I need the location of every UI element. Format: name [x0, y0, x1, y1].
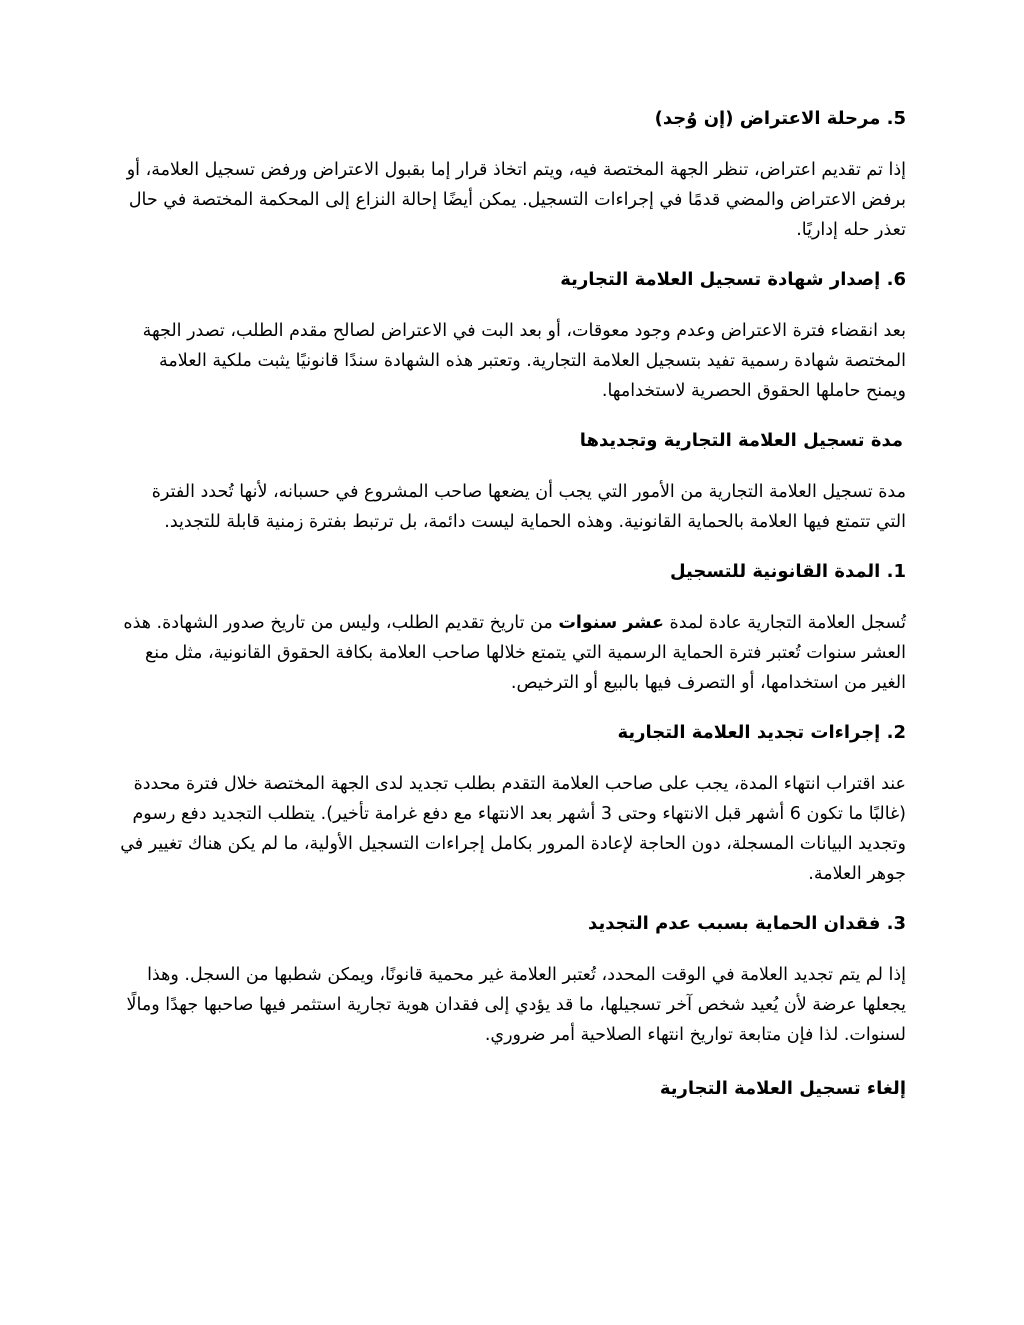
section-objection-stage	[120, 104, 906, 245]
section-heading: 1. المدة القانونية للتسجيل	[669, 561, 906, 582]
section-legal-period	[120, 557, 906, 698]
section-registration-duration	[120, 426, 906, 537]
section-paragraph: بعد انقضاء فترة الاعتراض وعدم وجود معوقات، أو بعد البت في الاعتراض لصالح مقدم الطلب، تصدر الجهة المختصة شهادة رسمية تفيد بتسجيل العلامة التجارية. وتعتبر هذه الشهادة سندًا قانونيًا يثبت ملكية العلامة ويمنح حاملها الحقوق الحصرية لاستخدامها.	[142, 321, 906, 401]
section-renewal-procedures	[120, 718, 906, 889]
section-cancellation	[120, 1074, 906, 1104]
paragraph-text: تُسجل العلامة التجارية عادة لمدة	[663, 613, 906, 633]
section-loss-of-protection	[120, 909, 906, 1050]
section-paragraph	[120, 608, 906, 698]
section-heading: 2. إجراءات تجديد العلامة التجارية	[617, 722, 906, 743]
section-heading: 6. إصدار شهادة تسجيل العلامة التجارية	[560, 269, 906, 290]
section-paragraph: عند اقتراب انتهاء المدة، يجب على صاحب العلامة التقدم بطلب تجديد لدى الجهة المختصة خلال فترة محددة (غالبًا ما تكون 6 أشهر قبل الانتهاء وحتى 3 أشهر بعد الانتهاء مع دفع غرامة تأخير). يتطلب التجديد دفع رسوم وتجديد البيانات المسجلة، دون الحاجة لإعادة المرور بكامل إجراءات التسجيل الأولية، ما لم يكن هناك تغيير في جوهر العلامة.	[120, 774, 906, 884]
document-page	[120, 104, 906, 1104]
section-paragraph: إذا لم يتم تجديد العلامة في الوقت المحدد، تُعتبر العلامة غير محمية قانونًا، ويمكن شطبها من السجل. وهذا يجعلها عرضة لأن يُعيد شخص آخر تسجيلها، ما قد يؤدي إلى فقدان هوية تجارية استثمر فيها صاحبها جهدًا ومالًا لسنوات. لذا فإن متابعة تواريخ انتهاء الصلاحية أمر ضروري.	[126, 965, 906, 1045]
emphasized-term: عشر سنوات	[558, 613, 664, 633]
section-heading: 3. فقدان الحماية بسبب عدم التجديد	[588, 913, 906, 934]
section-heading: مدة تسجيل العلامة التجارية وتجديدها	[579, 430, 903, 451]
section-heading: إلغاء تسجيل العلامة التجارية	[659, 1078, 906, 1099]
section-certificate-issuance	[120, 265, 906, 406]
section-paragraph: إذا تم تقديم اعتراض، تنظر الجهة المختصة فيه، ويتم اتخاذ قرار إما بقبول الاعتراض ورفض تسجيل العلامة، أو برفض الاعتراض والمضي قدمًا في إجراءات التسجيل. يمكن أيضًا إحالة النزاع إلى المحكمة المختصة في حال تعذر حله إداريًا.	[126, 160, 906, 240]
section-paragraph: مدة تسجيل العلامة التجارية من الأمور التي يجب أن يضعها صاحب المشروع في حسبانه، لأنها تُحدد الفترة التي تتمتع فيها العلامة بالحماية القانونية. وهذه الحماية ليست دائمة، بل ترتبط بفترة زمنية قابلة للتجديد.	[151, 482, 906, 532]
paragraph-text: من تاريخ تقديم الطلب، وليس من تاريخ صدور الشهادة. هذه العشر سنوات تُعتبر فترة الحماية الرسمية التي يتمتع خلالها صاحب العلامة بكافة الحقوق القانونية، مثل منع الغير من استخدامها، أو التصرف فيها بالبيع أو الترخيص.	[123, 613, 906, 693]
section-heading: 5. مرحلة الاعتراض (إن وُجد)	[654, 108, 906, 129]
